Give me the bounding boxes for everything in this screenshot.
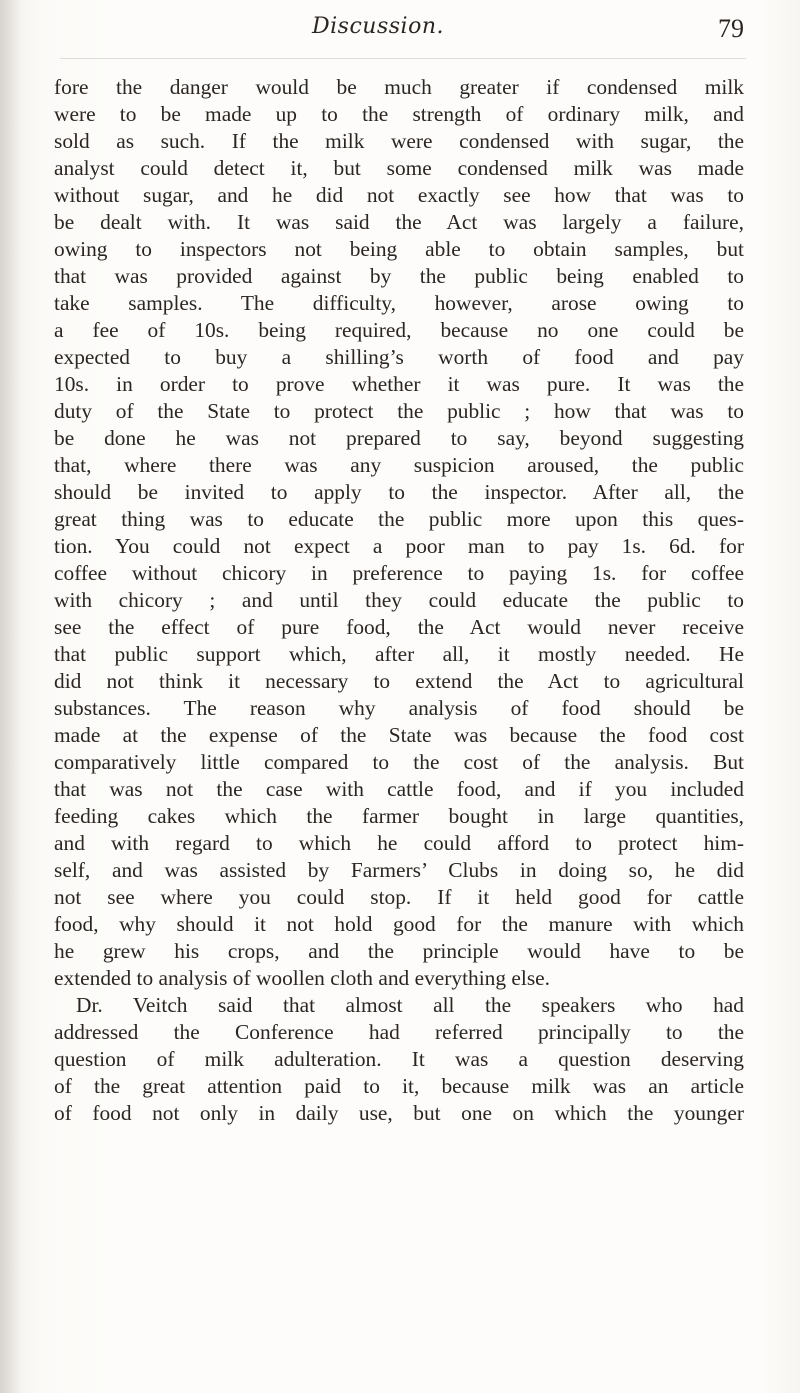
text-line-paragraph-start: Dr. Veitch said that almost all the speakers who had: [76, 993, 744, 1017]
page-gutter-shadow: [0, 0, 22, 1393]
text-line: were to be made up to the strength of ordinary milk, and: [54, 102, 744, 126]
text-line: not see where you could stop. If it held good for cattle: [54, 885, 744, 909]
text-line: self, and was assisted by Farmers’ Clubs in doing so, he did: [54, 858, 744, 882]
text-line: tion. You could not expect a poor man to pay 1s. 6d. for: [54, 534, 744, 558]
text-line: addressed the Conference had referred principally to the: [54, 1020, 744, 1044]
text-line: take samples. The difficulty, however, arose owing to: [54, 291, 744, 315]
text-line: feeding cakes which the farmer bought in large quantities,: [54, 804, 744, 828]
text-line: without sugar, and he did not exactly see how that was to: [54, 183, 744, 207]
text-line: sold as such. If the milk were condensed with sugar, the: [54, 129, 744, 153]
page-number: 79: [718, 14, 744, 43]
text-line: he grew his crops, and the principle would have to be: [54, 939, 744, 963]
text-line: comparatively little compared to the cost of the analysis. But: [54, 750, 744, 774]
text-line: great thing was to educate the public more upon this ques-: [54, 507, 744, 531]
body-text: [54, 74, 744, 1127]
text-line: should be invited to apply to the inspector. After all, the: [54, 480, 744, 504]
text-line: expected to buy a shilling’s worth of food and pay: [54, 345, 744, 369]
text-line: be dealt with. It was said the Act was largely a failure,: [54, 210, 744, 234]
text-line: duty of the State to protect the public ; how that was to: [54, 399, 744, 423]
text-line: be done he was not prepared to say, beyond suggesting: [54, 426, 744, 450]
text-line: coffee without chicory in preference to paying 1s. for coffee: [54, 561, 744, 585]
running-head-title: Discussion.: [312, 14, 444, 39]
text-line: of food not only in daily use, but one on which the younger: [54, 1101, 744, 1125]
text-line: owing to inspectors not being able to obtain samples, but: [54, 237, 744, 261]
text-line: analyst could detect it, but some condensed milk was made: [54, 156, 744, 180]
text-line: that was provided against by the public being enabled to: [54, 264, 744, 288]
text-line: and with regard to which he could afford to protect him-: [54, 831, 744, 855]
text-line: made at the expense of the State was because the food cost: [54, 723, 744, 747]
text-line: that was not the case with cattle food, and if you included: [54, 777, 744, 801]
text-line-paragraph-end: extended to analysis of woollen cloth and everything else.: [54, 966, 551, 990]
text-line: did not think it necessary to extend the Act to agricultural: [54, 669, 744, 693]
header-divider: [60, 58, 746, 59]
text-line: substances. The reason why analysis of food should be: [54, 696, 744, 720]
text-line: that public support which, after all, it mostly needed. He: [54, 642, 744, 666]
text-line: fore the danger would be much greater if condensed milk: [54, 75, 744, 99]
text-line: a fee of 10s. being required, because no one could be: [54, 318, 744, 342]
text-line: that, where there was any suspicion aroused, the public: [54, 453, 744, 477]
text-line: see the effect of pure food, the Act would never receive: [54, 615, 744, 639]
text-line: with chicory ; and until they could educate the public to: [54, 588, 744, 612]
text-line: question of milk adulteration. It was a question deserving: [54, 1047, 744, 1071]
text-line: 10s. in order to prove whether it was pure. It was the: [54, 372, 744, 396]
text-line: of the great attention paid to it, because milk was an article: [54, 1074, 744, 1098]
text-line: food, why should it not hold good for the manure with which: [54, 912, 744, 936]
running-head: [0, 14, 800, 54]
